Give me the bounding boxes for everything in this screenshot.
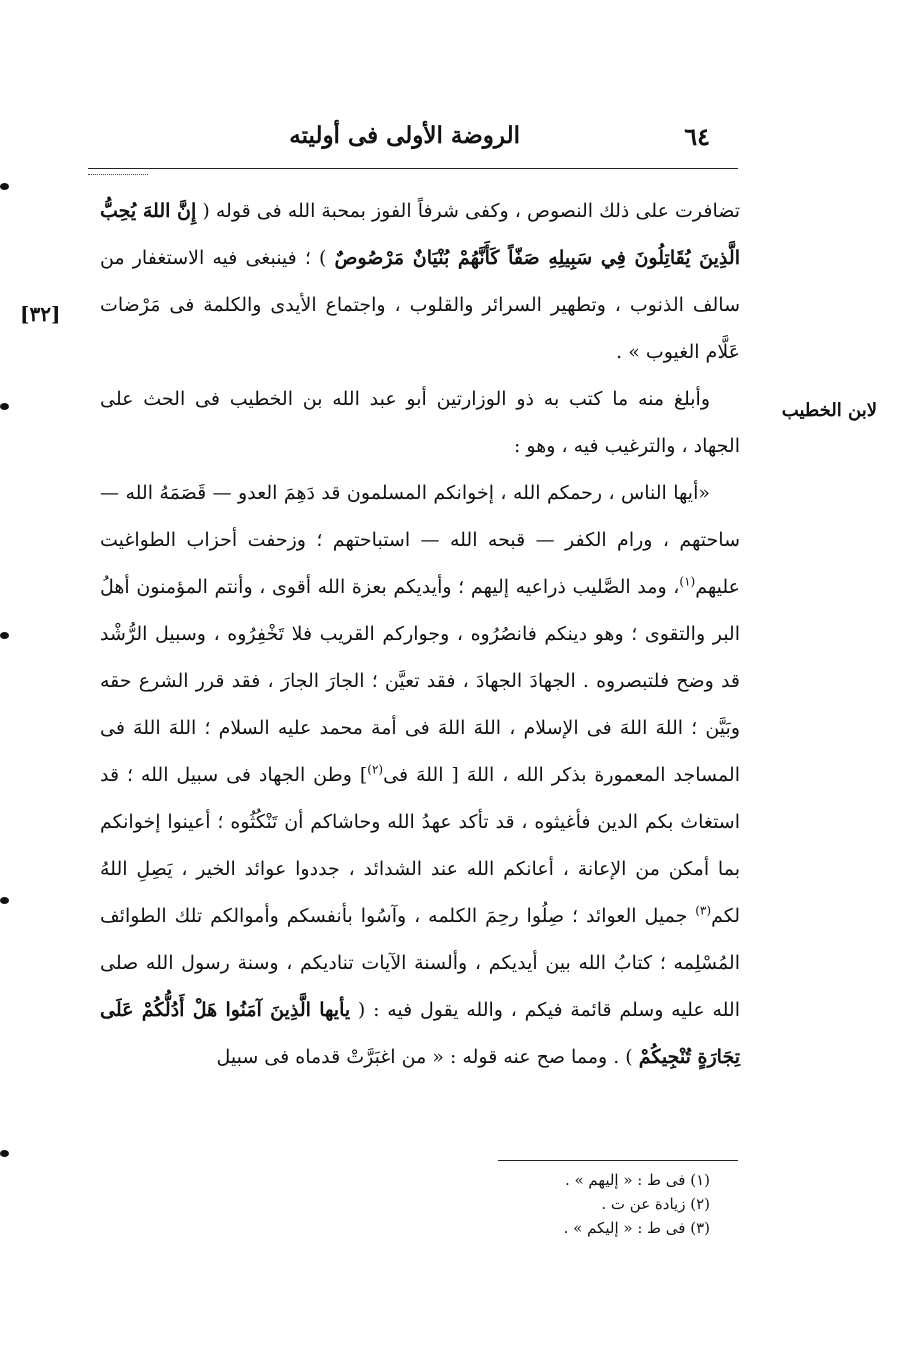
- paragraph-1: [100, 188, 740, 376]
- paragraph-3-text-d: جميل العوائد ؛ صِلُوا رحِمَ الكلمه ، وآسُوا بأنفسكم وأموالكم تلك الطوائف المُسْلِمه ؛ كتابُ الله بين أيديكم ، وألسنة الآيات تناديكم ، وسنة رسول الله صلى الله عليه وسلم قائمة فيكم ، والله يقول فيه : (: [100, 905, 740, 1021]
- binding-mark: [0, 1150, 9, 1157]
- header-rule-dots: [88, 174, 148, 175]
- footnote-1: (١) فى ط : « إليهم » .: [564, 1171, 710, 1189]
- main-text: [100, 188, 740, 1081]
- paragraph-1-text-a: تضافرت على ذلك النصوص ، وكفى شرفاً الفوز بمحبة الله فى قوله (: [196, 200, 741, 222]
- quran-verse-1: إِنَّ اللهَ يُحِبُّ الَّذِينَ يُقَاتِلُونَ فِي سَبِيلِهِ صَفّاً كَأَنَّهُمْ بُنْيَانٌ مَرْصُوصٌ: [100, 200, 740, 269]
- footnotes: [470, 1168, 710, 1240]
- paragraph-3-text-e: ) . ومما صح عنه قوله : « من اغبَرَّتْ قدماه فى سبيل: [216, 1046, 639, 1068]
- binding-mark: [0, 632, 9, 639]
- header-rule: [88, 168, 738, 169]
- paragraph-3-text-a: «أيها الناس ، رحمكم الله ، إخوانكم المسلمون قد دَهِمَ العدو — قَصَمَهُ الله — ساحتهم ، ورام الكفر — قبحه الله — استباحتهم ؛ وزحفت أحزاب الطواغيت عليهم: [100, 482, 740, 598]
- paragraph-1-text-b: ) ؛ فينبغى فيه الاستغفار من سالف الذنوب ، وتطهير السرائر والقلوب ، واجتماع الأيدى والكلمة فى مَرْضات عَلَّام الغيوب » .: [100, 247, 740, 363]
- paragraph-3-text-c: ] وطن الجهاد فى سبيل الله ؛ قد استغاث بكم الدين فأغيثوه ، قد تأكد عهدُ الله وحاشاكم أن تَنْكُثُوه ؛ أعينوا إخوانكم بما أمكن من الإعانة ، أعانكم الله عند الشدائد ، جددوا عوائد الخير ، يَصِلِ اللهُ لكم: [100, 764, 740, 927]
- footnote-ref-3[interactable]: (٣): [695, 903, 712, 918]
- binding-mark: [0, 403, 9, 410]
- running-title: الروضة الأولى فى أوليته: [289, 122, 520, 149]
- paragraph-3: [100, 470, 740, 1081]
- footnote-ref-2[interactable]: (٢): [367, 762, 384, 777]
- footnote-ref-1[interactable]: (١): [679, 574, 696, 589]
- paragraph-2: وأبلغ منه ما كتب به ذو الوزارتين أبو عبد الله بن الخطيب فى الحث على الجهاد ، والترغيب فيه ، وهو :: [100, 388, 740, 457]
- binding-mark: [0, 183, 9, 190]
- page-header: [289, 122, 710, 158]
- paragraph-3-text-b: ، ومد الصَّليب ذراعيه إليهم ؛ وأيديكم بعزة الله أقوى ، وأنتم المؤمنون أهلُ البر والتقوى ؛ وهو دينكم فانصُرُوه ، وجواركم القريب فلا تَخْفِرُوه ، وسبيل الرُّشْد قد وضح فلتبصروه . الجهادَ الجهادَ ، فقد تعيَّن ؛ الجارَ الجارَ ، فقد قرر الشرع حقه وبَيَّن ؛ اللهَ اللهَ فى الإسلام ، اللهَ اللهَ فى أمة محمد عليه السلام ؛ اللهَ اللهَ فى المساجد المعمورة بذكر الله ، اللهَ [ اللهَ فى: [100, 576, 740, 786]
- page-number: ٦٤: [684, 122, 710, 151]
- margin-side-note: لابن الخطيب: [781, 400, 877, 421]
- quran-verse-2: يأيها الَّذِينَ آمَنُوا هَلْ أَدُلُّكُمْ عَلَى تِجَارَةٍ تُنْجِيكُمْ: [100, 999, 740, 1068]
- footnote-rule: [498, 1160, 738, 1161]
- binding-mark: [0, 897, 9, 904]
- footnote-3: (٣) فى ط : « إليكم » .: [563, 1219, 710, 1237]
- footnote-2: (٢) زيادة عن ت .: [601, 1195, 710, 1213]
- margin-section-number: [٣٢]: [20, 302, 61, 326]
